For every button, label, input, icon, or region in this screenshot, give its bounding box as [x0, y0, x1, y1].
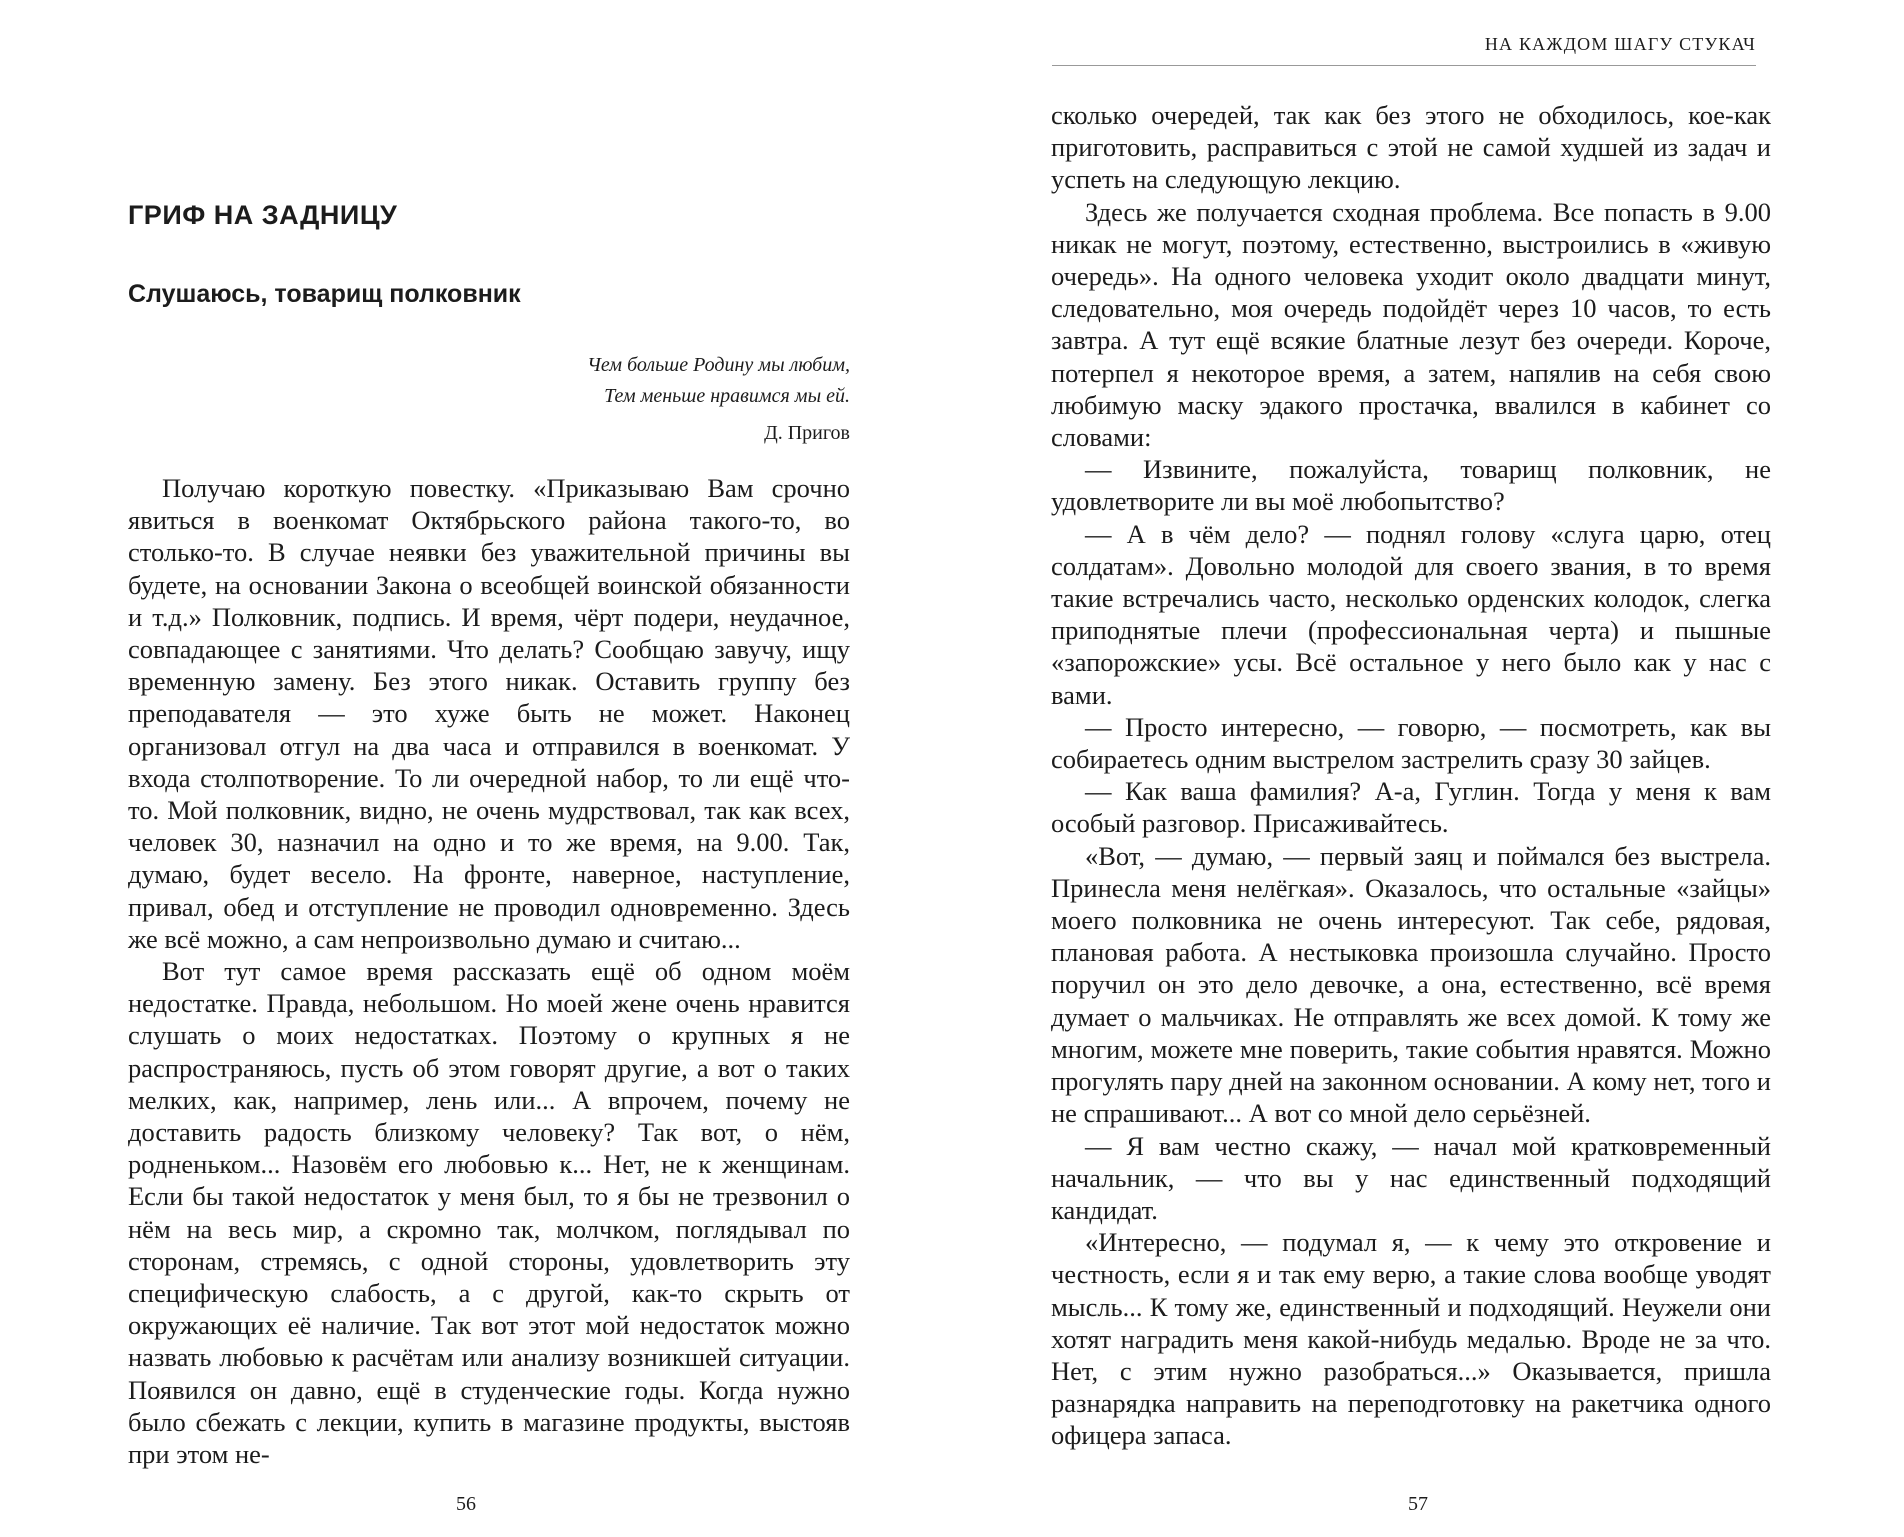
page-number: 57	[1408, 1493, 1428, 1515]
epigraph-line: Тем меньше нравимся мы ей.	[604, 385, 850, 407]
paragraph: «Интересно, — подумал я, — к чему это откровение и честность, если я и так ему верю, а такие слова вообще уводят мысль... К тому же, единственный и подходящий. Неужели они хотят наградить меня какой-нибудь медалью. Вроде не за что. Нет, с этим нужно разобраться...» Оказывается, пришла разнарядка направить на переподготовку на ракетчика одного офицера запаса.	[1051, 1227, 1771, 1451]
left-body-text	[128, 472, 850, 1470]
paragraph: — Как ваша фамилия? А-а, Гуглин. Тогда у меня к вам особый разговор. Присаживайтесь.	[1051, 776, 1771, 839]
epigraph-line: Чем больше Родину мы любим,	[587, 354, 850, 376]
paragraph: Получаю короткую повестку. «Приказываю Вам срочно явиться в военкомат Октябрьского района такого-то, во столько-то. В случае неявки без уважительной причины вы будете, на основании Закона о всеобщей воинской обязанности и т.д.» Полковник, подпись. И время, чёрт подери, неудачное, совпадающее с занятиями. Что делать? Сообщаю завучу, ищу временную замену. Без этого никак. Оставить группу без преподавателя — это хуже быть не может. Наконец организовал отгул на два часа и отправился в военкомат. У входа столпотворение. То ли очередной набор, то ли ещё что-то. Мой полковник, видно, не очень мудрствовал, так как всех, человек 30, назначил на одно и то же время, на 9.00. Так, думаю, будет весело. На фронте, наверное, наступление, привал, обед и отступление не проводил одновременно. Здесь же всё можно, а сам непроизвольно думаю и считаю...	[128, 473, 850, 954]
paragraph: — А в чём дело? — поднял голову «слуга царю, отец солдатам». Довольно молодой для своего звания, в то время такие встречались часто, несколько орденских колодок, слегка приподнятые плечи (профессиональная черта) и пышные «запорожские» усы. Всё остальное у него было как у нас с вами.	[1051, 518, 1771, 710]
epigraph-author: Д. Пригов	[764, 422, 850, 444]
paragraph: «Вот, — думаю, — первый заяц и поймался без выстрела. Принесла меня нелёгкая». Оказалось, что остальные «зайцы» моего полковника не очень интересуют. Так себе, рядовая, плановая работа. А нестыковка произошла случайно. Просто поручил он это дело девочке, а она, естественно, всё время думает о мальчиках. Не отправлять же всех домой. К тому же многим, можете мне поверить, такие события нравятся. Можно прогулять пару дней на законном основании. А кому нет, того и не спрашивают... А вот со мной дело серьёзней.	[1051, 840, 1771, 1129]
paragraph: Вот тут самое время рассказать ещё об одном моём недостатке. Правда, небольшом. Но моей жене очень нравится слушать о моих недостатках. Поэтому о крупных я не распространяюсь, пусть об этом говорят другие, а вот о таких мелких, как, например, лень или... А впрочем, почему не доставить радость близкому человеку? Так вот, о нём, родненьком... Назовём его любовью к... Нет, не к женщинам. Если бы такой недостаток у меня был, то я бы не трезвонил о нём на весь мир, а скромно так, молчком, поглядывал по сторонам, стремясь, с одной стороны, удовлетворить эту специфическую слабость, а с другой, как-то скрыть от окружающих её наличие. Так вот этот мой недостаток можно назвать любовью к расчётам или анализу возникшей ситуации. Появился он давно, ещё в студенческие годы. Когда нужно было сбежать с лекции, купить в магазине продукты, выстояв при этом не-	[128, 956, 850, 1470]
running-head: НА КАЖДОМ ШАГУ СТУКАЧ	[1052, 34, 1756, 66]
paragraph: сколько очередей, так как без этого не обходилось, кое-как приготовить, расправиться с этой не самой худшей из задач и успеть на следующую лекцию.	[1051, 100, 1771, 195]
right-body-text	[1051, 99, 1771, 1452]
page-number: 56	[456, 1493, 476, 1515]
paragraph: Здесь же получается сходная проблема. Все попасть в 9.00 никак не могут, поэтому, естественно, выстроились в «живую очередь». На одного человека уходит около двадцати минут, следовательно, моя очередь подойдёт через 10 часов, то есть завтра. А тут ещё всякие блатные лезут без очереди. Короче, потерпел я некоторое время, а затем, напялив на себя свою любимую маску эдакого простачка, ввалился в кабинет со словами:	[1051, 196, 1771, 453]
right-page	[952, 0, 1904, 1537]
chapter-title: ГРИФ НА ЗАДНИЦУ	[128, 200, 398, 230]
section-title: Слушаюсь, товарищ полковник	[128, 280, 521, 308]
paragraph: — Извините, пожалуйста, товарищ полковник, не удовлетворите ли вы моё любопытство?	[1051, 454, 1771, 517]
paragraph: — Просто интересно, — говорю, — посмотреть, как вы собираетесь одним выстрелом застрелить сразу 30 зайцев.	[1051, 711, 1771, 775]
paragraph: — Я вам честно скажу, — начал мой кратковременный начальник, — что вы у нас единственный подходящий кандидат.	[1051, 1130, 1771, 1225]
epigraph	[430, 350, 850, 449]
